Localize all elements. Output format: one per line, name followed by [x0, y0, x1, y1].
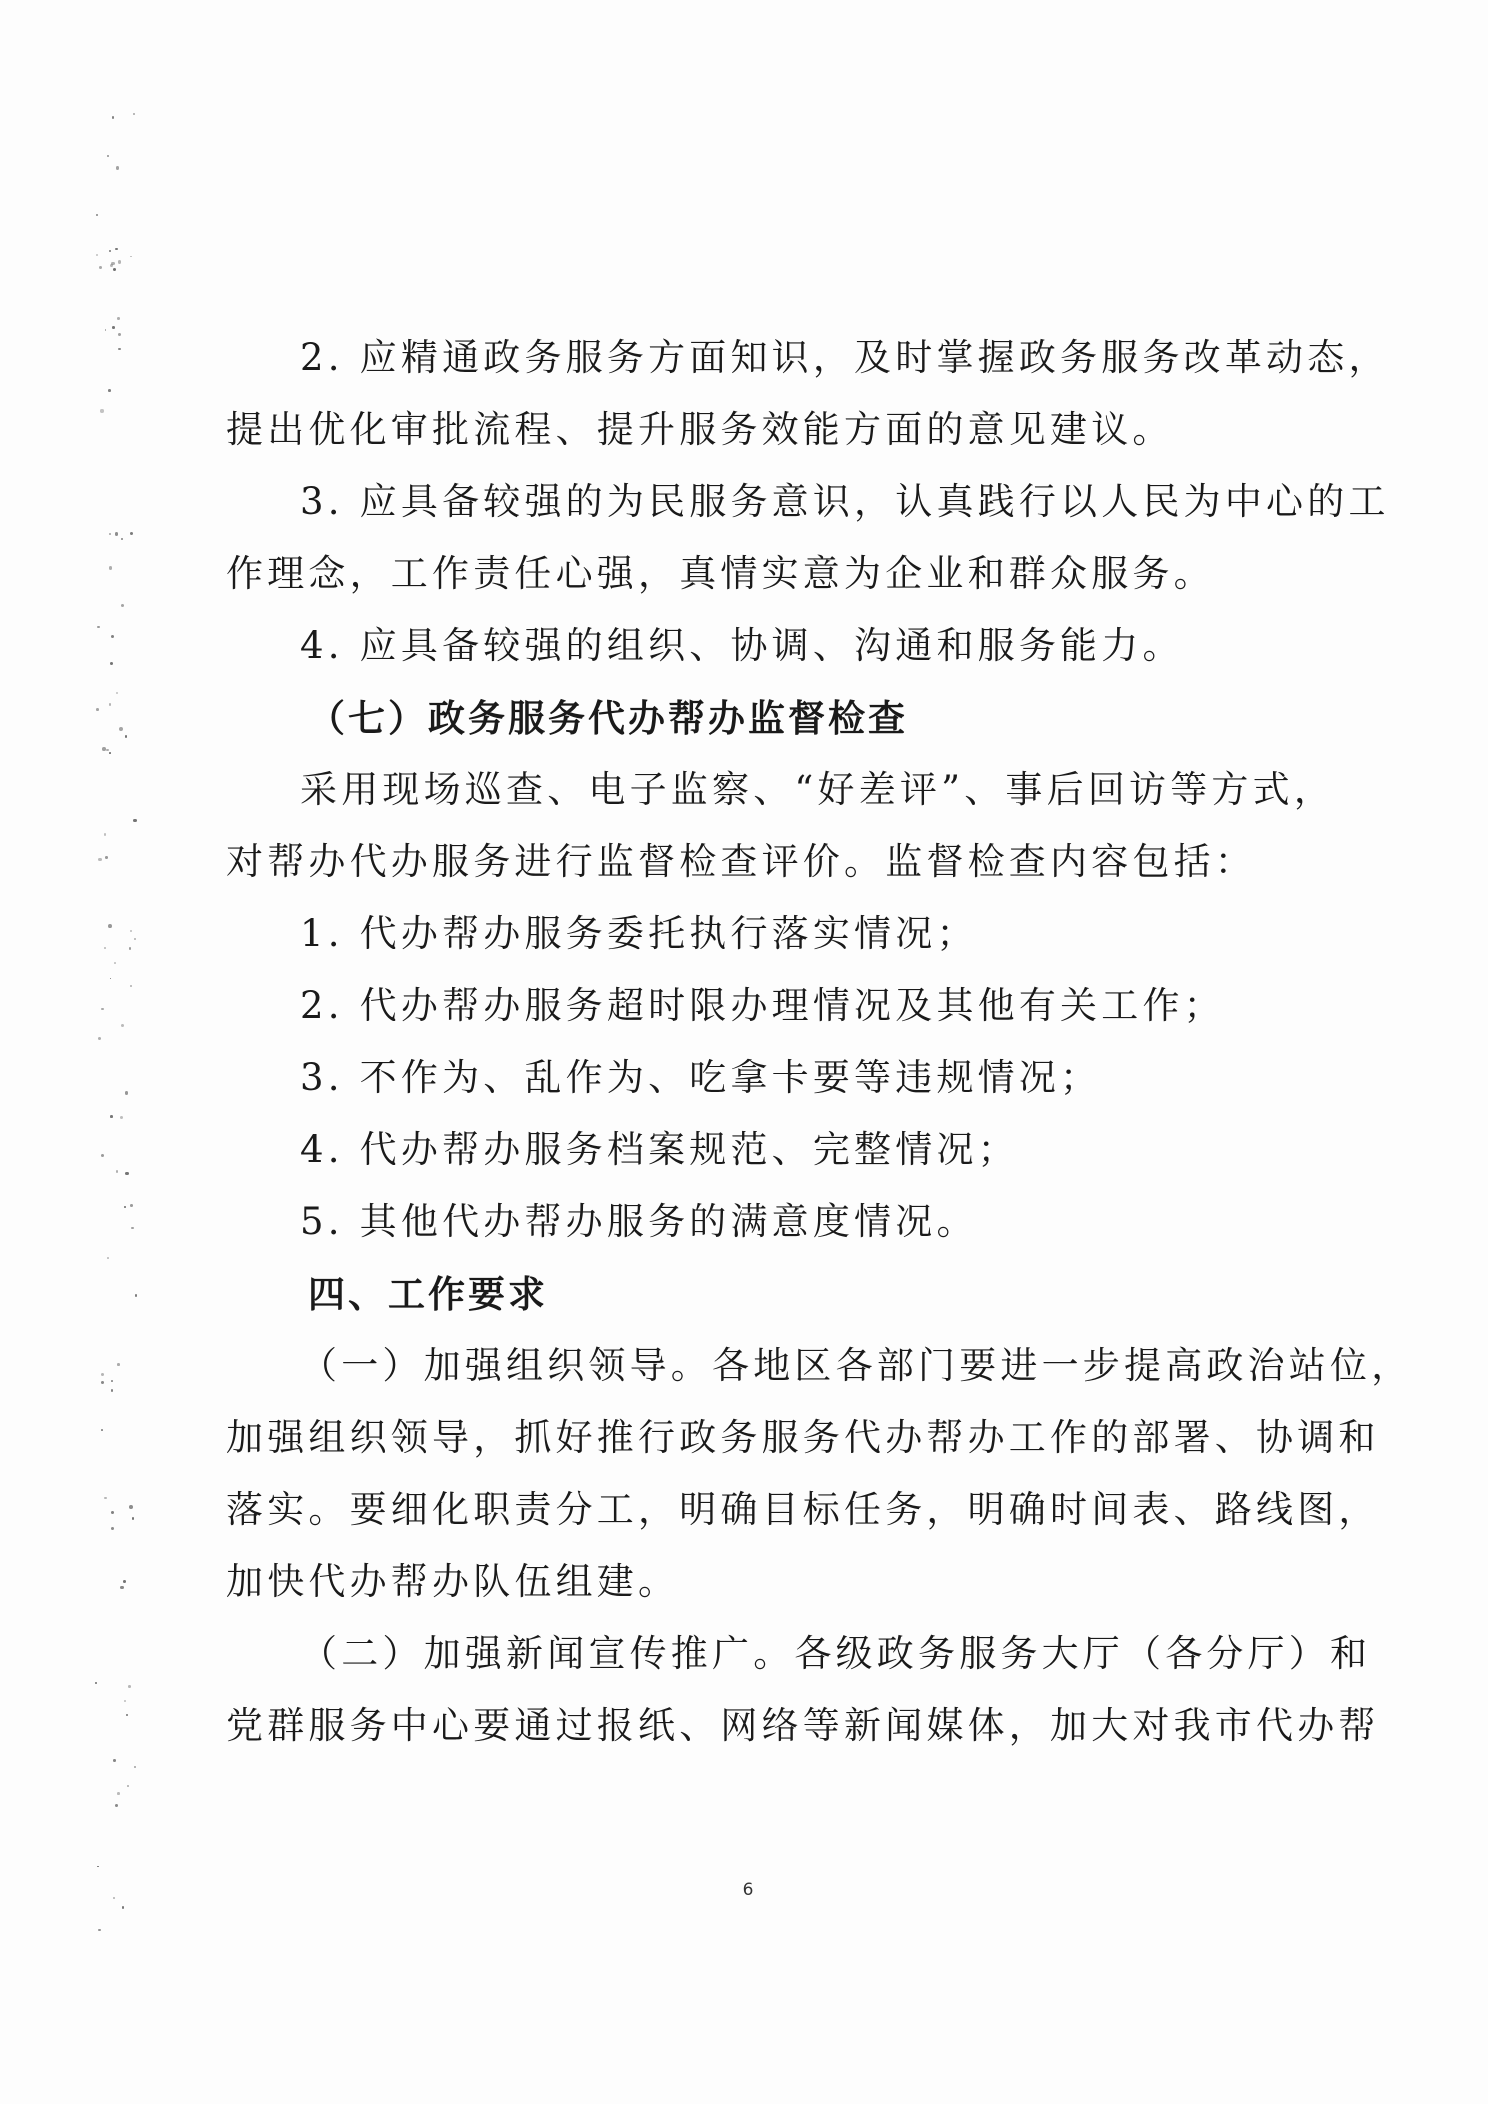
scan-speck [135, 1294, 138, 1297]
scan-speck [125, 1172, 129, 1176]
scan-speck [118, 333, 121, 336]
scan-speck [114, 962, 116, 964]
scan-speck [128, 1685, 131, 1688]
scan-speck [115, 1804, 118, 1807]
section-heading: （七）政务服务代办帮办监督检查 [308, 696, 908, 740]
body-line: 4. 应具备较强的组织、协调、沟通和服务能力。 [300, 624, 1184, 667]
scan-speck [111, 1511, 114, 1514]
scan-speck [113, 268, 116, 271]
scan-speck [134, 938, 136, 940]
scan-speck [116, 166, 120, 170]
scan-speck [123, 1580, 126, 1583]
scan-speck [112, 116, 115, 119]
scan-speck [98, 1037, 101, 1040]
scan-speck [101, 1429, 103, 1431]
scan-speck [96, 708, 99, 711]
scan-speck [99, 266, 102, 269]
scan-speck [121, 604, 124, 607]
scan-speck [129, 947, 132, 950]
scan-speck [125, 1091, 129, 1095]
scan-speck [130, 256, 132, 258]
scan-speck [130, 532, 133, 535]
scan-speck [130, 930, 133, 933]
scan-speck [107, 155, 109, 157]
list-item: 3. 不作为、乱作为、吃拿卡要等违规情况； [300, 1056, 1102, 1099]
scan-speck [101, 1381, 104, 1384]
scan-speck [115, 248, 118, 251]
scan-speck [125, 735, 128, 738]
scan-speck [121, 1024, 124, 1027]
body-line: 采用现场巡查、电子监察、“好差评”、事后回访等方式， [300, 768, 1336, 811]
scan-speck [119, 727, 123, 731]
scan-speck [101, 1008, 104, 1011]
scan-speck [111, 635, 114, 638]
scan-speck [120, 1116, 124, 1120]
scan-speck [110, 264, 113, 267]
scan-speck [105, 329, 107, 331]
scan-speck [109, 703, 111, 705]
body-line: 作理念，工作责任心强，真情实意为企业和群众服务。 [226, 552, 1215, 595]
body-line: （一）加强组织领导。各地区各部门要进一步提高政治站位， [300, 1344, 1413, 1387]
body-line: 落实。要细化职责分工，明确目标任务，明确时间表、路线图， [226, 1488, 1380, 1531]
scan-speck [101, 1154, 104, 1157]
scan-speck [101, 1373, 104, 1376]
scan-speck [118, 260, 122, 264]
scan-speck [96, 214, 98, 216]
scan-speck [109, 533, 111, 535]
scan-speck [124, 1206, 126, 1208]
body-line: （二）加强新闻宣传推广。各级政务服务大厅（各分厅）和 [300, 1632, 1372, 1675]
page-number: 6 [742, 1880, 754, 1900]
scan-speck [109, 752, 111, 754]
scan-speck [132, 1517, 134, 1519]
scan-speck [104, 833, 107, 836]
body-line: 党群服务中心要通过报纸、网络等新闻媒体，加大对我市代办帮 [226, 1704, 1380, 1747]
body-line: 2. 应精通政务服务方面知识，及时掌握政务服务改革动态， [300, 336, 1390, 379]
scan-speck [111, 1527, 114, 1530]
scan-speck [133, 113, 135, 115]
body-line: 加强组织领导，抓好推行政务服务代办帮办工作的部署、协调和 [226, 1416, 1380, 1459]
list-item: 5. 其他代办帮办服务的满意度情况。 [300, 1200, 978, 1243]
body-line: 提出优化审批流程、提升服务效能方面的意见建议。 [226, 408, 1174, 451]
scan-speck [110, 662, 113, 665]
scan-speck [118, 348, 120, 350]
body-line: 对帮办代办服务进行监督检查评价。监督检查内容包括： [226, 840, 1256, 883]
scan-speck [133, 819, 137, 823]
scan-speck [117, 317, 120, 320]
scan-speck [120, 1586, 124, 1590]
scan-speck [134, 1766, 137, 1769]
scan-speck [98, 858, 101, 861]
scan-speck [97, 626, 100, 629]
document-body [226, 322, 1413, 1762]
scan-speck [116, 1170, 118, 1172]
scan-speck [100, 409, 103, 412]
body-line: 3. 应具备较强的为民服务意识，认真践行以人民为中心的工 [300, 480, 1390, 523]
scan-speck [102, 747, 106, 751]
scan-speck [127, 1785, 129, 1787]
scan-speck [116, 692, 118, 694]
scan-speck [121, 538, 123, 540]
scan-speck [130, 1204, 133, 1207]
body-line: 加快代办帮办队伍组建。 [226, 1560, 680, 1603]
scan-speck [115, 532, 118, 535]
scan-speck [131, 1227, 133, 1229]
scan-speck [130, 985, 132, 987]
scan-speck [110, 978, 112, 980]
scan-speck [104, 947, 106, 949]
scan-speck [105, 856, 108, 859]
scan-speck [96, 254, 98, 256]
scan-speck [117, 1792, 120, 1795]
scan-speck [129, 1505, 133, 1509]
scan-speck [117, 1363, 120, 1366]
scan-speck [106, 749, 109, 752]
scan-speck [110, 1115, 113, 1118]
chapter-heading: 四、工作要求 [308, 1272, 548, 1316]
list-item: 4. 代办帮办服务档案规范、完整情况； [300, 1128, 1019, 1171]
scan-speck [108, 389, 111, 392]
scan-speck [95, 1682, 97, 1684]
scan-speck [98, 1929, 101, 1932]
scan-speck [111, 1380, 113, 1382]
scan-speck [124, 1700, 126, 1702]
scan-speck [112, 326, 115, 329]
scan-speck [109, 566, 113, 570]
scan-speck [108, 924, 112, 928]
scan-speck [122, 1906, 125, 1909]
scan-margin-noise [95, 100, 145, 2000]
scan-speck [107, 1257, 109, 1259]
scan-speck [109, 250, 111, 252]
scan-speck [126, 1714, 128, 1716]
scan-speck [113, 1897, 115, 1899]
list-item: 2. 代办帮办服务超时限办理情况及其他有关工作； [300, 984, 1225, 1027]
list-item: 1. 代办帮办服务委托执行落实情况； [300, 912, 978, 955]
scan-speck [104, 1497, 106, 1499]
scan-speck [113, 1759, 116, 1762]
scan-speck [97, 1866, 99, 1868]
scan-speck [111, 1389, 113, 1391]
